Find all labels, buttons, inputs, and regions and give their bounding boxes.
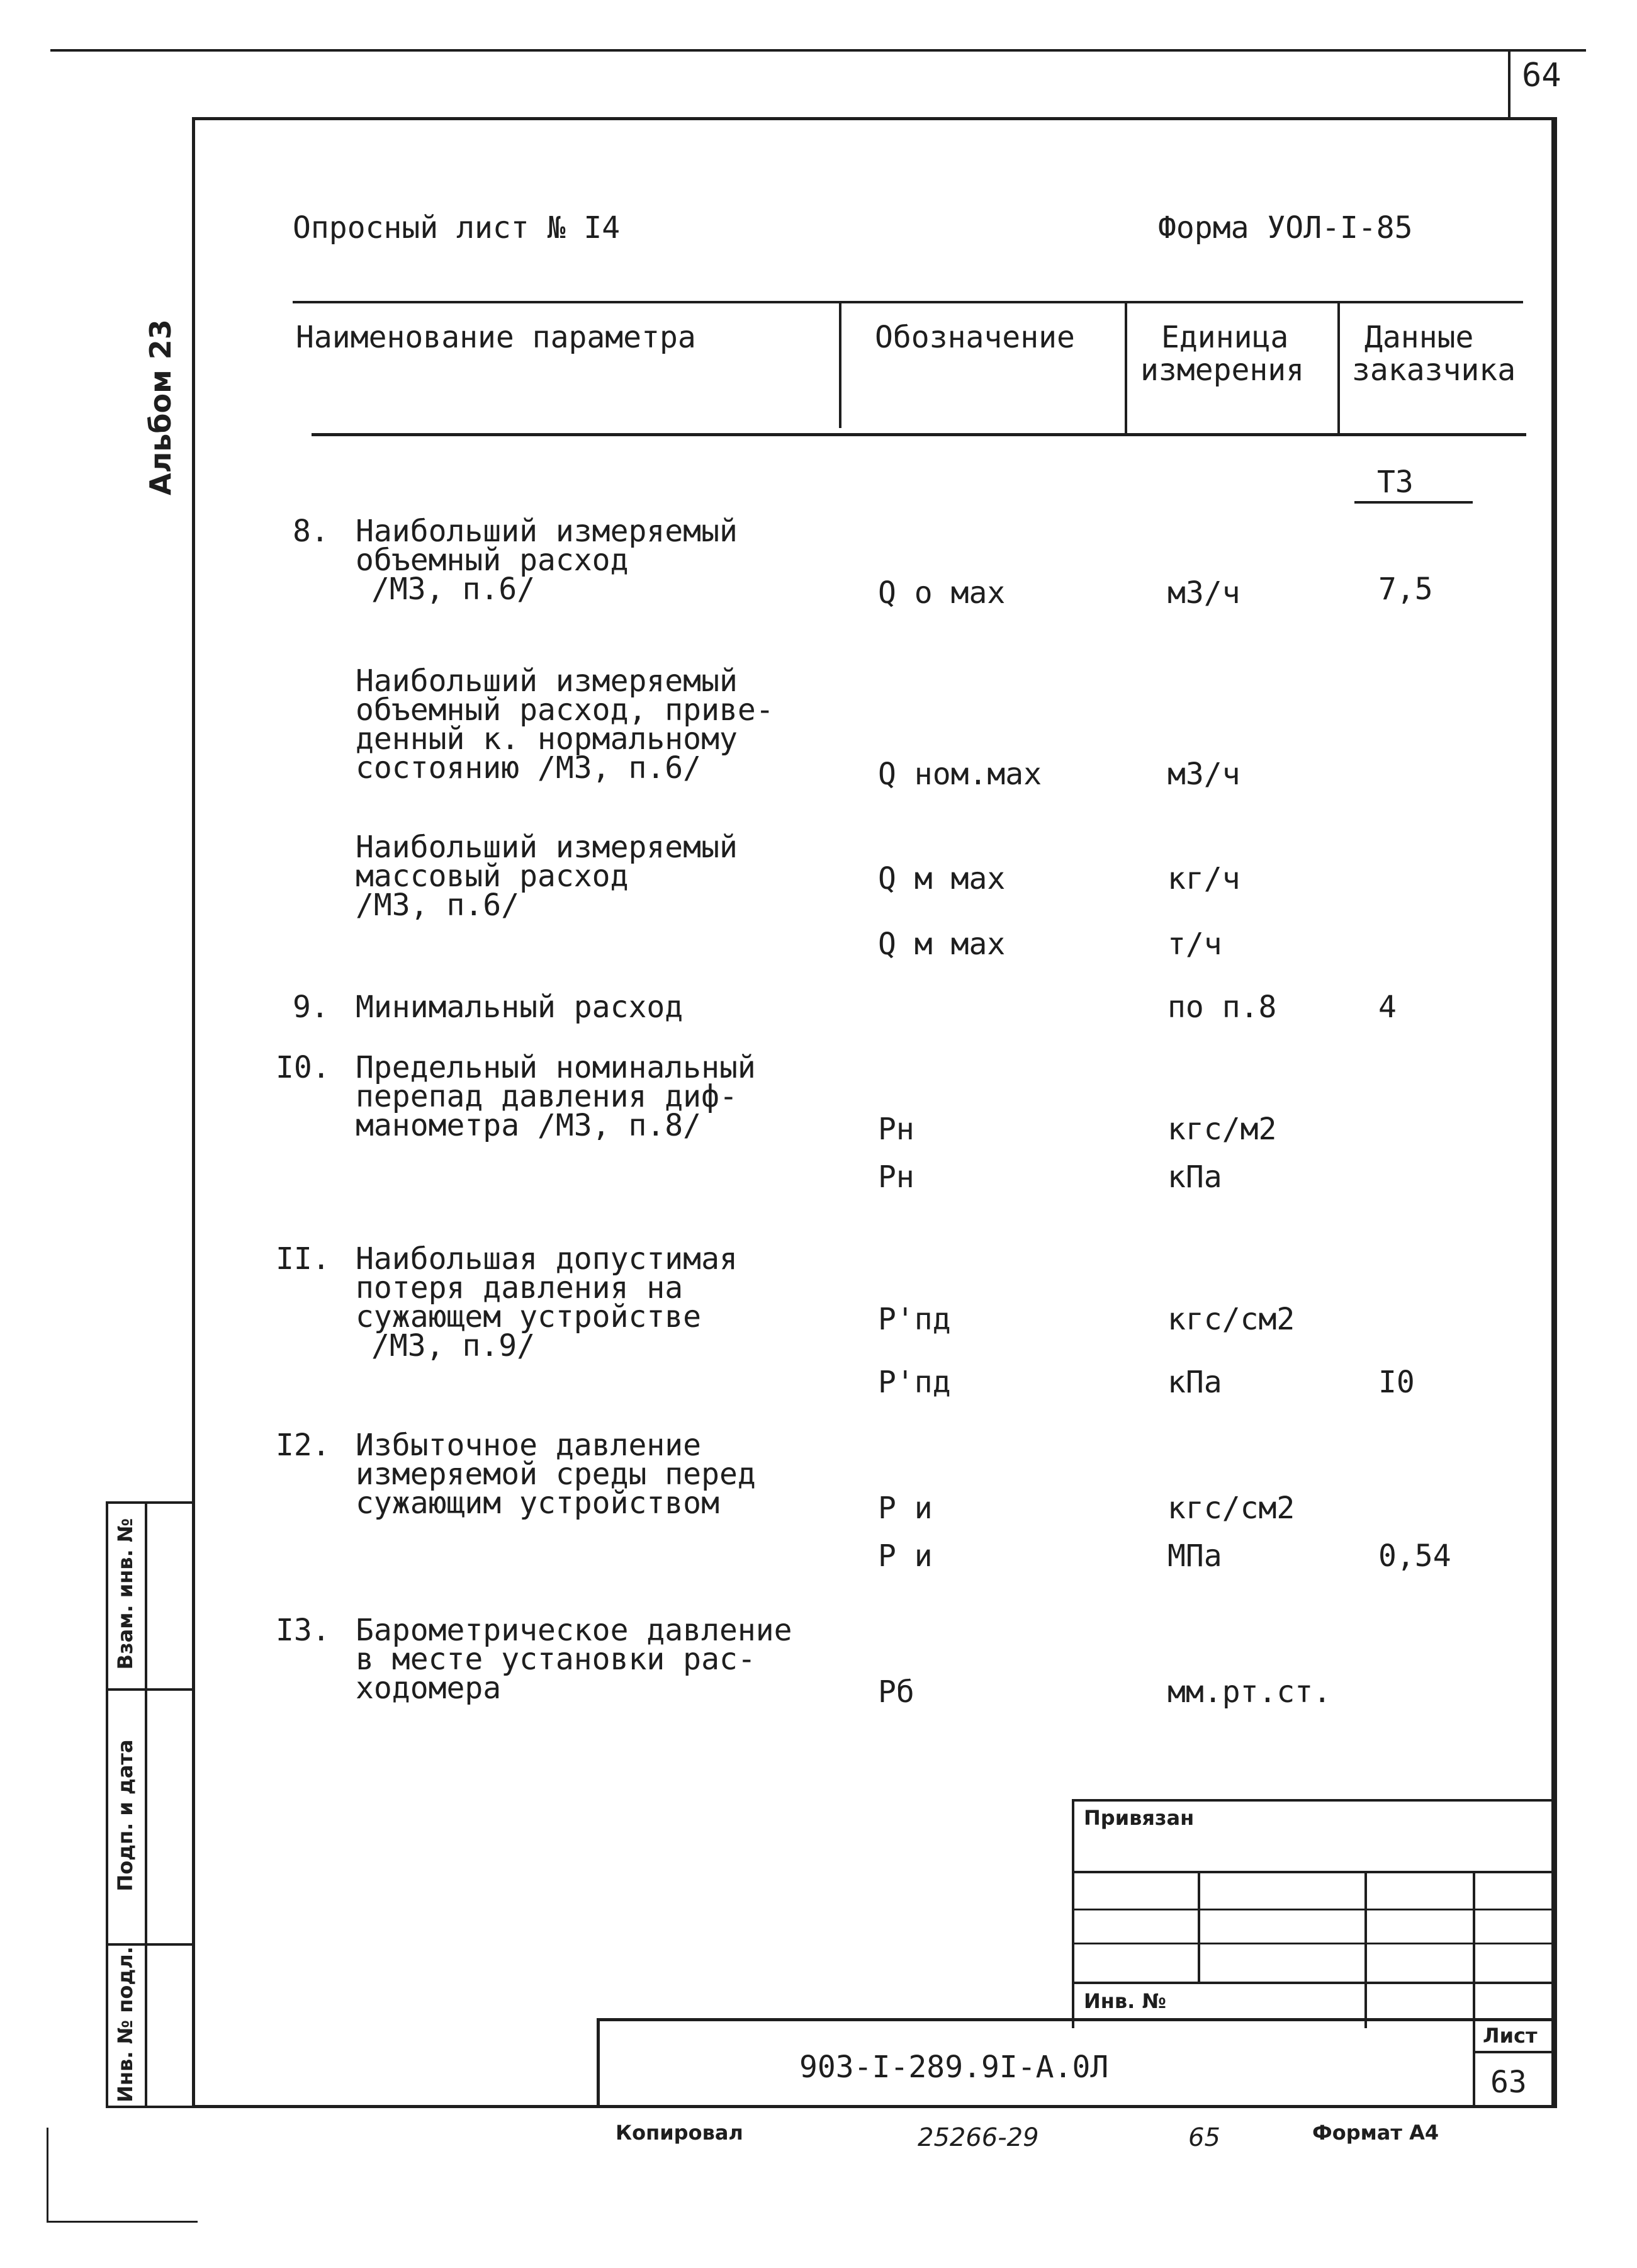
spec-reference: ТЗ bbox=[1377, 465, 1414, 500]
row-12-label-1: Избыточное давление bbox=[356, 1428, 702, 1463]
row-8c-symbol-2: Q м мах bbox=[878, 927, 1006, 962]
side-stamp-vzam: Взам. инв. № bbox=[113, 1518, 137, 1670]
row-9-unit: по п.8 bbox=[1167, 990, 1277, 1025]
row-13-label-3: ходомера bbox=[356, 1671, 502, 1706]
row-10-label-2: перепад давления диф- bbox=[356, 1079, 738, 1114]
stamp-grid-h4 bbox=[1072, 1982, 1555, 1984]
row-12-symbol-2: Р и bbox=[878, 1538, 933, 1574]
column-header-symbol: Обозначение bbox=[875, 320, 1075, 355]
column-header-unit-2: измерения bbox=[1140, 353, 1305, 388]
row-8b-label-3: денный к. нормальному bbox=[356, 721, 738, 757]
crop-mark-horizontal bbox=[47, 2221, 198, 2223]
row-11-value: I0 bbox=[1378, 1365, 1415, 1400]
form-code: Форма УОЛ-I-85 bbox=[1158, 210, 1413, 245]
row-8c-label-3: /МЗ, п.6/ bbox=[356, 888, 520, 923]
row-8-symbol: Q о мах bbox=[878, 575, 1006, 611]
row-8c-label-1: Наибольший измеряемый bbox=[356, 830, 738, 865]
row-11-symbol-2: Р'пд bbox=[878, 1365, 951, 1400]
row-12-number: I2. bbox=[276, 1428, 330, 1463]
row-8c-label-2: массовый расход bbox=[356, 859, 629, 894]
row-11-label-1: Наибольшая допустимая bbox=[356, 1241, 738, 1277]
stamp-grid-h1 bbox=[1072, 1871, 1555, 1873]
row-11-unit-1: кгс/см2 bbox=[1167, 1302, 1295, 1337]
row-8-label-2: объемный расход bbox=[356, 543, 629, 578]
row-10-unit-2: кПа bbox=[1167, 1159, 1222, 1195]
footer-format: Формат А4 bbox=[1312, 2121, 1439, 2145]
stamp-grid-v1 bbox=[1198, 1871, 1200, 1983]
stamp-sheet-divider bbox=[1473, 2018, 1475, 2108]
footer-number: 25266-29 bbox=[918, 2123, 1039, 2152]
column-header-unit-1: Единица bbox=[1161, 320, 1289, 355]
row-8-unit: м3/ч bbox=[1167, 575, 1240, 611]
column-header-name: Наименование параметра bbox=[296, 320, 696, 355]
row-10-label-1: Предельный номинальный bbox=[356, 1050, 756, 1085]
column-divider-3 bbox=[1337, 303, 1340, 433]
frame-right-edge bbox=[1555, 117, 1557, 2108]
stamp-grid-h3 bbox=[1072, 1943, 1555, 1944]
row-11-label-4: /МЗ, п.9/ bbox=[371, 1328, 536, 1363]
row-8b-unit: м3/ч bbox=[1167, 757, 1240, 792]
row-13-number: I3. bbox=[276, 1613, 330, 1648]
row-12-label-2: измеряемой среды перед bbox=[356, 1457, 756, 1492]
row-12-unit-2: МПа bbox=[1167, 1538, 1222, 1574]
row-9-value: 4 bbox=[1378, 990, 1397, 1025]
side-stamp-inv-podl: Инв. № подл. bbox=[113, 1946, 137, 2102]
row-11-label-2: потеря давления на bbox=[356, 1270, 683, 1306]
top-rule bbox=[50, 49, 1586, 52]
row-13-symbol: Рб bbox=[878, 1674, 914, 1710]
row-10-symbol-2: Рн bbox=[878, 1159, 914, 1195]
row-8c-unit-1: кг/ч bbox=[1167, 861, 1240, 896]
document-code: 903-I-289.9I-A.0Л bbox=[799, 2050, 1109, 2085]
side-stamp-podp: Подп. и дата bbox=[113, 1739, 137, 1892]
row-11-unit-2: кПа bbox=[1167, 1365, 1222, 1400]
row-8b-label-4: состоянию /МЗ, п.6/ bbox=[356, 750, 702, 786]
row-12-value: 0,54 bbox=[1378, 1538, 1451, 1574]
footer-copied: Копировал bbox=[616, 2121, 743, 2145]
stamp-sheet-rule bbox=[1473, 2051, 1555, 2053]
row-11-symbol-1: Р'пд bbox=[878, 1302, 951, 1337]
album-label: Альбом 23 bbox=[143, 319, 177, 495]
row-8c-symbol-1: Q м мах bbox=[878, 861, 1006, 896]
table-header-bottom-rule bbox=[312, 433, 1526, 436]
footer-page: 65 bbox=[1188, 2123, 1220, 2152]
page-number-box-left bbox=[1508, 49, 1510, 117]
spec-reference-underline bbox=[1354, 501, 1473, 504]
row-8-label-1: Наибольший измеряемый bbox=[356, 514, 738, 549]
row-12-label-3: сужающим устройством bbox=[356, 1486, 719, 1521]
stamp-grid-v2 bbox=[1364, 1871, 1367, 2028]
row-13-label-1: Барометрическое давление bbox=[356, 1613, 792, 1648]
row-11-number: II. bbox=[276, 1241, 330, 1277]
row-10-symbol-1: Рн bbox=[878, 1112, 914, 1147]
side-stamp-divider-vertical bbox=[145, 1501, 147, 2108]
stamp-grid-h2 bbox=[1072, 1909, 1555, 1910]
row-8-label-3: /МЗ, п.6/ bbox=[371, 572, 536, 607]
row-8b-symbol: Q ном.мах bbox=[878, 757, 1042, 792]
row-13-label-2: в месте установки рас- bbox=[356, 1642, 756, 1677]
stamp-sheet-number: 63 bbox=[1490, 2065, 1527, 2100]
stamp-grid-v3 bbox=[1473, 1871, 1475, 2028]
row-12-unit-1: кгс/см2 bbox=[1167, 1491, 1295, 1526]
side-stamp-divider-1 bbox=[106, 1688, 195, 1691]
stamp-inv-no-label: Инв. № bbox=[1084, 1989, 1166, 2013]
row-8c-unit-2: т/ч bbox=[1167, 927, 1222, 962]
row-9-label: Минимальный расход bbox=[356, 990, 683, 1025]
row-8-number: 8. bbox=[293, 514, 329, 549]
column-header-data-1: Данные bbox=[1364, 320, 1474, 355]
column-header-data-2: заказчика bbox=[1352, 353, 1516, 388]
crop-mark-vertical bbox=[47, 2128, 48, 2222]
stamp-privyazan-label: Привязан bbox=[1084, 1806, 1195, 1830]
row-13-unit: мм.рт.ст. bbox=[1167, 1674, 1332, 1710]
row-8b-label-2: объемный расход, приве- bbox=[356, 692, 774, 728]
row-8b-label-1: Наибольший измеряемый bbox=[356, 663, 738, 699]
row-10-label-3: манометра /МЗ, п.8/ bbox=[356, 1108, 702, 1143]
row-10-unit-1: кгс/м2 bbox=[1167, 1112, 1277, 1147]
column-divider-2 bbox=[1125, 303, 1127, 433]
row-11-label-3: сужающем устройстве bbox=[356, 1299, 702, 1334]
page-number: 64 bbox=[1522, 57, 1561, 94]
column-divider-1 bbox=[839, 303, 841, 428]
row-8-value: 7,5 bbox=[1378, 572, 1433, 607]
row-9-number: 9. bbox=[293, 990, 329, 1025]
form-title: Опросный лист № I4 bbox=[293, 210, 621, 245]
stamp-sheet-label: Лист bbox=[1483, 2024, 1538, 2048]
row-12-symbol-1: Р и bbox=[878, 1491, 933, 1526]
row-10-number: I0. bbox=[276, 1050, 330, 1085]
